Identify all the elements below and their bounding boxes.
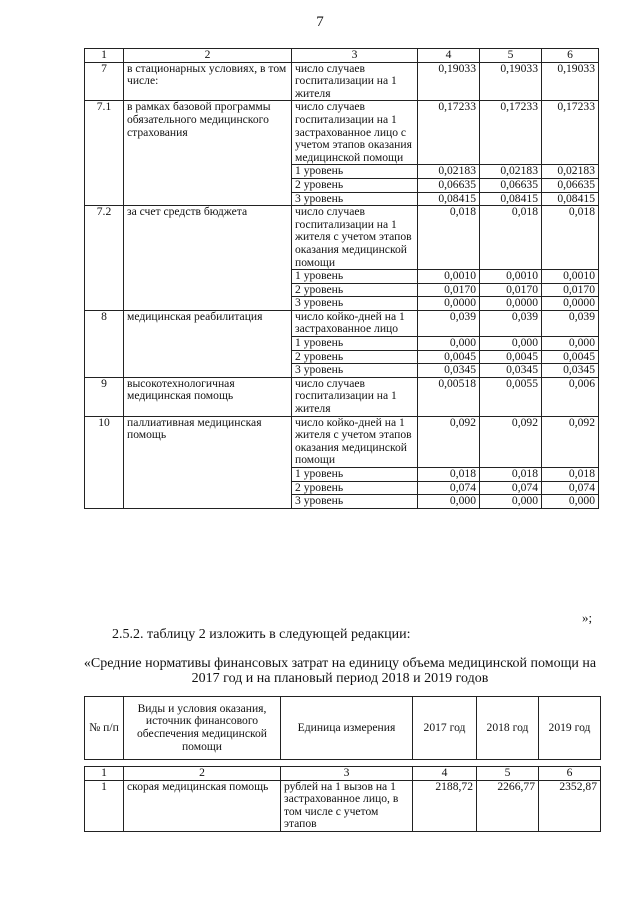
value-cell: 0,08415 <box>480 192 542 206</box>
row-number: 7 <box>85 62 124 101</box>
value-cell: 0,0055 <box>480 377 542 416</box>
table-1 <box>84 48 599 509</box>
value-cell: 0,0010 <box>542 270 599 284</box>
value-cell: 2266,77 <box>477 780 539 831</box>
column-number: 5 <box>480 49 542 63</box>
paragraph-2-5-2: 2.5.2. таблицу 2 изложить в следующей редакции: <box>112 627 411 642</box>
level-label: 3 уровень <box>292 297 418 311</box>
table-2-title: «Средние нормативы финансовых затрат на единицу объема медицинской помощи на 2017 год и на плановый период 2018 и 2019 годов <box>83 656 597 686</box>
row-name: в стационарных условиях, в том числе: <box>124 62 292 101</box>
row-number: 7.1 <box>85 101 124 206</box>
row-number: 10 <box>85 416 124 508</box>
value-cell: 0,02183 <box>418 165 480 179</box>
row-name: паллиативная медицинская помощь <box>124 416 292 508</box>
value-cell: 0,06635 <box>480 178 542 192</box>
value-cell: 0,006 <box>542 377 599 416</box>
value-cell: 0,000 <box>418 337 480 351</box>
column-number: 1 <box>85 767 124 781</box>
value-cell: 0,0045 <box>480 350 542 364</box>
value-cell: 0,018 <box>418 468 480 482</box>
value-cell: 0,074 <box>542 481 599 495</box>
level-label: 1 уровень <box>292 165 418 179</box>
row-unit: число койко-дней на 1 застрахованное лицо <box>292 310 418 336</box>
value-cell: 0,08415 <box>418 192 480 206</box>
value-cell: 0,0170 <box>418 283 480 297</box>
value-cell: 0,06635 <box>418 178 480 192</box>
value-cell: 0,0170 <box>542 283 599 297</box>
page-number: 7 <box>316 14 324 30</box>
value-cell: 0,02183 <box>480 165 542 179</box>
column-header: 2017 год <box>413 697 477 760</box>
header-row <box>85 697 601 760</box>
column-header: № п/п <box>85 697 124 760</box>
value-cell: 0,000 <box>480 337 542 351</box>
level-label: 3 уровень <box>292 495 418 509</box>
column-header: Единица измерения <box>281 697 413 760</box>
level-label: 1 уровень <box>292 270 418 284</box>
row-unit: число случаев госпитализации на 1 жителя <box>292 377 418 416</box>
value-cell: 0,000 <box>418 495 480 509</box>
table-row <box>85 206 599 270</box>
header-gap <box>85 760 601 767</box>
table-2 <box>84 696 601 832</box>
value-cell: 0,17233 <box>418 101 480 165</box>
column-number-row <box>85 767 601 781</box>
column-number: 1 <box>85 49 124 63</box>
column-number: 4 <box>413 767 477 781</box>
row-name: высокотехнологичная медицинская помощь <box>124 377 292 416</box>
row-number: 1 <box>85 780 124 831</box>
table-row <box>85 101 599 165</box>
level-label: 3 уровень <box>292 192 418 206</box>
value-cell: 0,0045 <box>418 350 480 364</box>
level-label: 1 уровень <box>292 337 418 351</box>
value-cell: 0,018 <box>542 206 599 270</box>
column-number: 4 <box>418 49 480 63</box>
table-row <box>85 377 599 416</box>
column-header: 2019 год <box>539 697 601 760</box>
value-cell: 0,0000 <box>480 297 542 311</box>
row-number: 9 <box>85 377 124 416</box>
level-label: 1 уровень <box>292 468 418 482</box>
level-label: 3 уровень <box>292 364 418 378</box>
row-number: 7.2 <box>85 206 124 311</box>
row-name: медицинская реабилитация <box>124 310 292 377</box>
column-number: 5 <box>477 767 539 781</box>
column-number-row <box>85 49 599 63</box>
value-cell: 0,08415 <box>542 192 599 206</box>
value-cell: 0,018 <box>418 206 480 270</box>
column-number: 3 <box>292 49 418 63</box>
value-cell: 2188,72 <box>413 780 477 831</box>
value-cell: 0,0345 <box>480 364 542 378</box>
value-cell: 0,000 <box>542 495 599 509</box>
close-quote: »; <box>582 610 593 625</box>
row-name: скорая медицинская помощь <box>124 780 281 831</box>
column-header: 2018 год <box>477 697 539 760</box>
value-cell: 0,000 <box>480 495 542 509</box>
table-row <box>85 62 599 101</box>
level-label: 2 уровень <box>292 350 418 364</box>
value-cell: 0,018 <box>480 206 542 270</box>
value-cell: 0,19033 <box>542 62 599 101</box>
value-cell: 0,06635 <box>542 178 599 192</box>
value-cell: 0,0000 <box>542 297 599 311</box>
row-unit: число случаев госпитализации на 1 застрахованное лицо с учетом этапов оказания медицинской помощи <box>292 101 418 165</box>
value-cell: 0,0045 <box>542 350 599 364</box>
value-cell: 0,0170 <box>480 283 542 297</box>
column-header: Виды и условия оказания, источник финансового обеспечения медицинской помощи <box>124 697 281 760</box>
row-name: в рамках базовой программы обязательного медицинского страхования <box>124 101 292 206</box>
row-unit: число случаев госпитализации на 1 жителя <box>292 62 418 101</box>
row-number: 8 <box>85 310 124 377</box>
value-cell: 0,0010 <box>480 270 542 284</box>
column-number: 2 <box>124 49 292 63</box>
row-unit: число койко-дней на 1 жителя с учетом этапов оказания медицинской помощи <box>292 416 418 467</box>
level-label: 2 уровень <box>292 283 418 297</box>
value-cell: 0,092 <box>480 416 542 467</box>
value-cell: 0,018 <box>480 468 542 482</box>
table-1-body <box>85 49 599 509</box>
table-row <box>85 780 601 831</box>
value-cell: 0,018 <box>542 468 599 482</box>
table-row <box>85 310 599 336</box>
value-cell: 0,19033 <box>418 62 480 101</box>
value-cell: 0,000 <box>542 337 599 351</box>
value-cell: 0,0000 <box>418 297 480 311</box>
column-number: 6 <box>542 49 599 63</box>
column-number: 2 <box>124 767 281 781</box>
value-cell: 0,092 <box>542 416 599 467</box>
column-number: 6 <box>539 767 601 781</box>
value-cell: 0,039 <box>418 310 480 336</box>
level-label: 2 уровень <box>292 481 418 495</box>
row-unit: рублей на 1 вызов на 1 застрахованное лицо, в том числе с учетом этапов <box>281 780 413 831</box>
table-2-body <box>85 697 601 832</box>
value-cell: 0,0010 <box>418 270 480 284</box>
row-unit: число случаев госпитализации на 1 жителя с учетом этапов оказания медицинской помощи <box>292 206 418 270</box>
value-cell: 0,0345 <box>418 364 480 378</box>
column-number: 3 <box>281 767 413 781</box>
value-cell: 0,074 <box>480 481 542 495</box>
value-cell: 0,17233 <box>542 101 599 165</box>
table-row <box>85 416 599 467</box>
value-cell: 0,19033 <box>480 62 542 101</box>
value-cell: 0,074 <box>418 481 480 495</box>
value-cell: 0,02183 <box>542 165 599 179</box>
value-cell: 0,17233 <box>480 101 542 165</box>
value-cell: 0,00518 <box>418 377 480 416</box>
value-cell: 0,039 <box>542 310 599 336</box>
value-cell: 0,0345 <box>542 364 599 378</box>
value-cell: 0,039 <box>480 310 542 336</box>
level-label: 2 уровень <box>292 178 418 192</box>
value-cell: 0,092 <box>418 416 480 467</box>
row-name: за счет средств бюджета <box>124 206 292 311</box>
value-cell: 2352,87 <box>539 780 601 831</box>
